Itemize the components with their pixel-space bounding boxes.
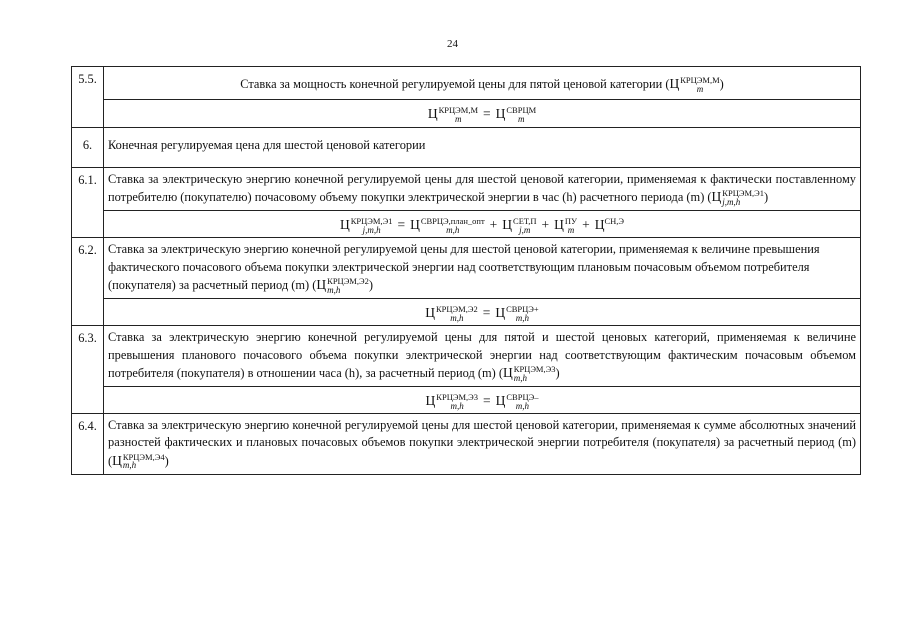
description-text: Ставка за электрическую энергию конечной регулируемой цены для пятой и шестой ценовых категорий, применяемая к величине превышения планового почасового объема покупки электрической энергии над соответствующим фактическим почасовым объемом потребителя (покупателя) в отношении часа (h), за расчетный период (m) ( xyxy=(108,330,856,380)
tariff-table xyxy=(71,66,861,475)
row-number: 6.2. xyxy=(72,238,104,326)
table-row xyxy=(72,167,861,210)
table-row xyxy=(72,414,861,475)
formula-cell xyxy=(104,299,861,326)
row-description: Ставка за мощность конечной регулируемой цены для пятой ценовой категории (Ц КРЦЭМ,М m ) xyxy=(104,67,861,100)
row-description: Ставка за электрическую энергию конечной регулируемой цены для шестой ценовой категории, применяемая к фактически поставленному потребителю (покупателю) почасовому объему покупки электрической энергии в час (h) расчетного периода (m) (Ц КРЦЭМ,Э1 j,m,h ) xyxy=(104,167,861,210)
row-number: 6.3. xyxy=(72,326,104,414)
table-row xyxy=(72,386,861,413)
row-description: Ставка за электрическую энергию конечной регулируемой цены для шестой ценовой категории, применяемая к величине превышения фактического почасового объема покупки электрической энергии над соответствующим плановым почасовым объемом потребителя (покупателя) за расчетный период (m) (Ц КРЦЭМ,Э2 m,h ) xyxy=(104,238,861,299)
table-row xyxy=(72,211,861,238)
description-text: Ставка за мощность конечной регулируемой цены для пятой ценовой категории ( xyxy=(240,77,670,91)
inline-formula: Ц КРЦЭМ,Э3 m,h xyxy=(503,363,556,383)
table-row xyxy=(72,326,861,387)
table-row xyxy=(72,127,861,167)
table-row xyxy=(72,100,861,127)
page-number: 24 xyxy=(447,38,458,50)
formula: Ц КРЦЭМ,Э3 m,h = Ц СВРЦЭ– m,h xyxy=(425,391,539,411)
description-text: Ставка за электрическую энергию конечной регулируемой цены для шестой ценовой категории, применяемая к фактически поставленному потребителю (покупателю) почасовому объему покупки электрической энергии в час (h) расчетного периода (m) ( xyxy=(108,171,856,204)
formula: Ц КРЦЭМ,Э2 m,h = Ц СВРЦЭ+ m,h xyxy=(425,304,539,323)
formula-cell xyxy=(104,100,861,127)
formula: Ц КРЦЭМ,М m = Ц СВРЦМ m xyxy=(427,105,537,125)
description-text: Ставка за электрическую энергию конечной регулируемой цены для шестой ценовой категории, применяемая к сумме абсолютных значений разностей фактических и плановых почасовых объемов покупки электрической энергии потребителя (покупателя) за расчетный период (m) ( xyxy=(108,418,856,468)
inline-formula: Ц КРЦЭМ,Э4 m,h xyxy=(112,451,165,471)
row-number: 6.4. xyxy=(72,414,104,475)
formula-cell xyxy=(104,211,861,238)
formula-cell xyxy=(104,386,861,413)
description-text: Ставка за электрическую энергию конечной регулируемой цены для шестой ценовой категории, применяемая к величине превышения фактического почасового объема покупки электрической энергии над соответствующим плановым почасовым объемом потребителя (покупателя) за расчетный период (m) ( xyxy=(108,242,820,292)
table-row xyxy=(72,299,861,326)
row-number: 6. xyxy=(72,127,104,167)
inline-formula: Ц КРЦЭМ,Э1 j,m,h xyxy=(711,187,764,207)
inline-formula: Ц КРЦЭМ,Э2 m,h xyxy=(316,275,369,295)
row-description: Конечная регулируемая цена для шестой ценовой категории xyxy=(104,127,861,167)
row-description: Ставка за электрическую энергию конечной регулируемой цены для пятой и шестой ценовых категорий, применяемая к величине превышения планового почасового объема покупки электрической энергии над соответствующим фактическим почасовым объемом потребителя (покупателя) в отношении часа (h), за расчетный период (m) (Ц КРЦЭМ,Э3 m,h ) xyxy=(104,326,861,387)
table-row xyxy=(72,67,861,100)
formula: Ц КРЦЭМ,Э1 j,m,h = Ц СВРЦЭ,план_опт m,h + Ц СЕТ,П j,m + Ц ПУ m + ЦСН,Э xyxy=(340,215,624,236)
row-number: 6.1. xyxy=(72,167,104,238)
row-number: 5.5. xyxy=(72,67,104,128)
row-description: Ставка за электрическую энергию конечной регулируемой цены для шестой ценовой категории, применяемая к сумме абсолютных значений разностей фактических и плановых почасовых объемов покупки электрической энергии потребителя (покупателя) за расчетный период (m) (Ц КРЦЭМ,Э4 m,h ) xyxy=(104,414,861,475)
table-row xyxy=(72,238,861,299)
inline-formula: Ц КРЦЭМ,М m xyxy=(669,74,720,94)
